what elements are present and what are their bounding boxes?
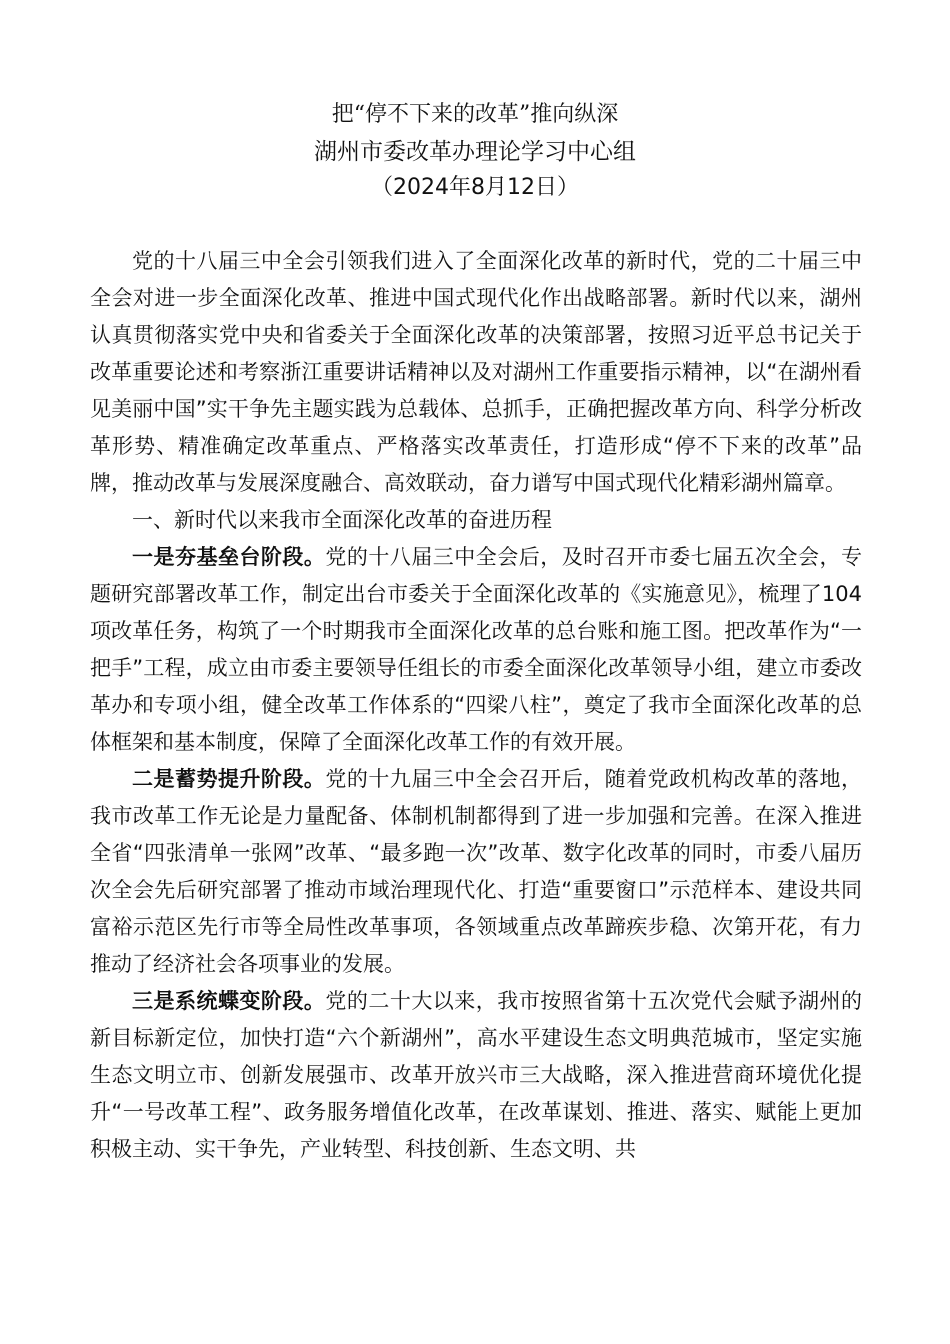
paragraph-text: 党的二十大以来，我市按照省第十五次党代会赋予湖州的新目标新定位，加快打造“六个新湖州”，高水平建设生态文明典范城市，坚定实施生态文明立市、创新发展强市、改革开放兴市三大战略，深入推进营商环境优化提升“一号改革工程”、政务服务增值化改革，在改革谋划、推进、落实、赋能上更加积极主动、实干争先，产业转型、科技创新、生态文明、共 [90,989,863,1161]
paragraph-intro [90,243,862,502]
document-title: 把“停不下来的改革”推向纵深 [331,102,619,127]
paragraph-text: 党的十八届三中全会引领我们进入了全面深化改革的新时代，党的二十届三中全会对进一步全面深化改革、推进中国式现代化作出战略部署。新时代以来，湖州认真贯彻落实党中央和省委关于全面深化改革的决策部署，按照习近平总书记关于改革重要论述和考察浙江重要讲话精神以及对湖州工作重要指示精神，以“在湖州看见美丽中国”实干争先主题实践为总载体、总抓手，正确把握改革方向、科学分析改革形势、精准确定改革重点、严格落实改革责任，打造形成“停不下来的改革”品牌，推动改革与发展深度融合、高效联动，奋力谱写中国式现代化精彩湖州篇章。 [90,249,862,495]
document-body [90,243,862,1168]
paragraph-text: 党的十八届三中全会后，及时召开市委七届五次全会，专题研究部署改革工作，制定出台市委关于全面深化改革的《实施意见》，梳理了104项改革任务，构筑了一个时期我市全面深化改革的总台账和施工图。把改革作为“一把手”工程，成立由市委主要领导任组长的市委全面深化改革领导小组，建立市委改革办和专项小组，健全改革工作体系的“四梁八柱”，奠定了我市全面深化改革的总体框架和基本制度，保障了全面深化改革工作的有效开展。 [90,545,863,754]
paragraph-stage-1 [90,539,862,761]
section-heading-text: 一、新时代以来我市全面深化改革的奋进历程 [132,508,552,532]
paragraph-lead: 三是系统蝶变阶段。 [132,989,326,1013]
paragraph-stage-2 [90,761,862,983]
document-date: （2024年8月12日） [371,175,579,200]
paragraph-text: 党的十九届三中全会召开后，随着党政机构改革的落地，我市改革工作无论是力量配备、体制机制都得到了进一步加强和完善。在深入推进全省“四张清单一张网”改革、“最多跑一次”改革、数字化改革的同时，市委八届历次全会先后研究部署了推动市域治理现代化、打造“重要窗口”示范样本、建设共同富裕示范区先行市等全局性改革事项，各领域重点改革蹄疾步稳、次第开花，有力推动了经济社会各项事业的发展。 [90,767,863,976]
paragraph-lead: 二是蓄势提升阶段。 [132,767,326,791]
document-author: 湖州市委改革办理论学习中心组 [314,139,636,165]
paragraph-lead: 一是夯基垒台阶段。 [132,545,326,569]
paragraph-stage-3 [90,983,862,1168]
section-heading [90,502,862,539]
